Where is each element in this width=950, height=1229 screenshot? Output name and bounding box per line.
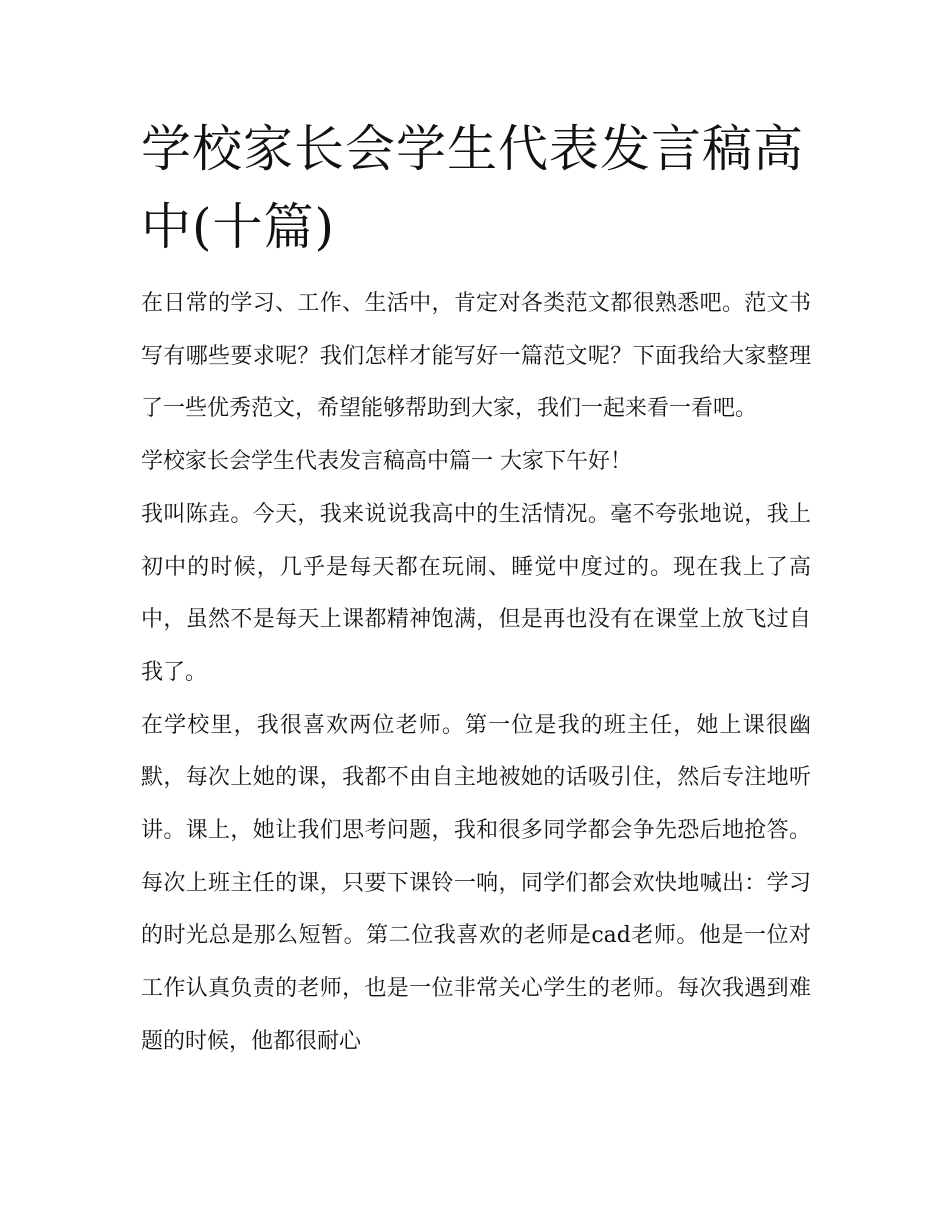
document-page — [141, 110, 811, 1069]
section-heading-paragraph: 学校家长会学生代表发言稿高中篇一 大家下午好！ — [141, 449, 632, 475]
teachers-paragraph: 在学校里，我很喜欢两位老师。第一位是我的班主任，她上课很幽默，每次上她的课，我都不由自主地被她的话吸引住，然后专注地听讲。课上，她让我们思考问题，我和很多同学都会争先恐后地抢答。每次上班主任的课，只要下课铃一响，同学们都会欢快地喊出：学习的时光总是那么短暂。第二位我喜欢的老师是cad老师。他是一位对工作认真负责的老师，也是一位非常关心学生的老师。每次我遇到难题的时候，他都很耐心 — [141, 712, 811, 1054]
document-title: 学校家长会学生代表发言稿高中(十篇) — [141, 120, 804, 256]
intro-paragraph: 在日常的学习、工作、生活中，肯定对各类范文都很熟悉吧。范文书写有哪些要求呢？我们怎样才能写好一篇范文呢？下面我给大家整理了一些优秀范文，希望能够帮助到大家，我们一起来看一看吧。 — [141, 291, 811, 422]
document-body — [141, 278, 811, 1069]
self-introduction-paragraph: 我叫陈垚。今天，我来说说我高中的生活情况。毫不夸张地说，我上初中的时候，几乎是每天都在玩闹、睡觉中度过的。现在我上了高中，虽然不是每天上课都精神饱满，但是再也没有在课堂上放飞过自我了。 — [141, 501, 811, 685]
